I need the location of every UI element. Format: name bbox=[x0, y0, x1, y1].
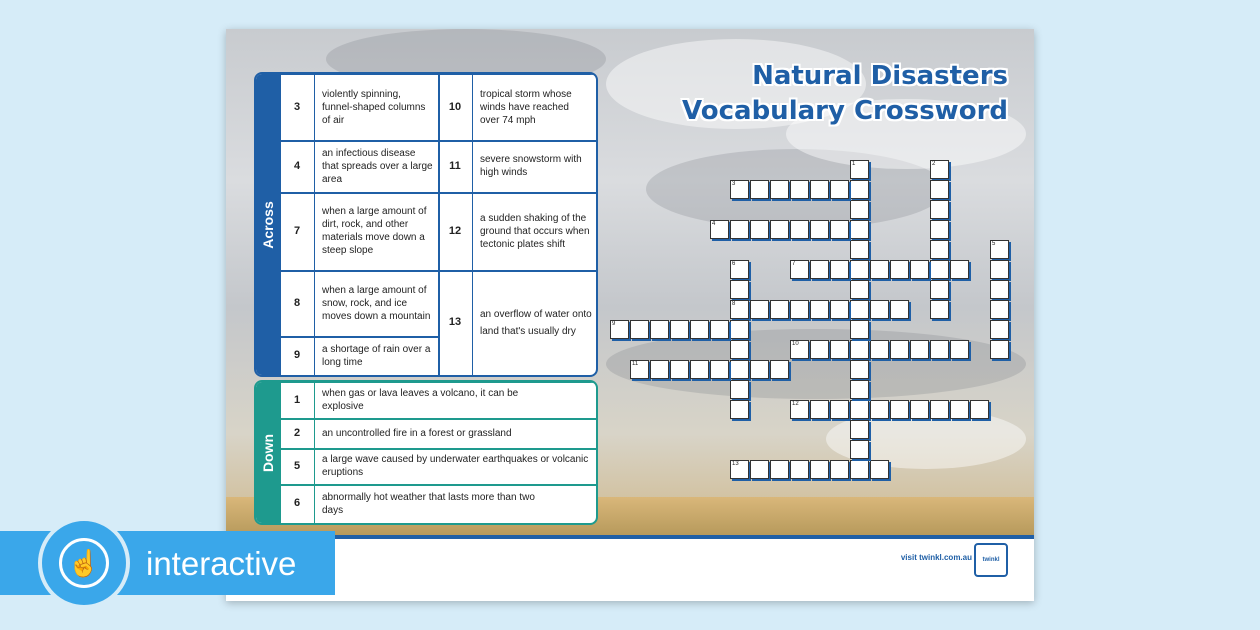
crossword-cell[interactable] bbox=[930, 340, 949, 359]
crossword-cell[interactable] bbox=[730, 180, 749, 199]
crossword-cell[interactable] bbox=[870, 340, 889, 359]
crossword-cell[interactable] bbox=[750, 300, 769, 319]
crossword-cell[interactable] bbox=[910, 260, 929, 279]
crossword-cell[interactable] bbox=[930, 200, 949, 219]
cell-number: 10 bbox=[792, 341, 799, 347]
cell-number: 2 bbox=[932, 161, 936, 167]
crossword-cell[interactable] bbox=[790, 300, 809, 319]
crossword-cell[interactable] bbox=[730, 400, 749, 419]
crossword-cell[interactable] bbox=[790, 180, 809, 199]
touch-icon: ☝ bbox=[59, 538, 109, 588]
down-label: Down bbox=[260, 433, 276, 472]
crossword-cell[interactable] bbox=[690, 360, 709, 379]
crossword-cell[interactable] bbox=[930, 260, 949, 279]
crossword-cell[interactable] bbox=[830, 460, 849, 479]
down-label-bar bbox=[256, 382, 280, 523]
crossword-cell[interactable] bbox=[990, 260, 1009, 279]
crossword-cell[interactable] bbox=[850, 340, 869, 359]
crossword-cell[interactable] bbox=[710, 360, 729, 379]
crossword-cell[interactable] bbox=[670, 320, 689, 339]
crossword-cell[interactable] bbox=[890, 300, 909, 319]
crossword-cell[interactable] bbox=[930, 400, 949, 419]
badge-text: twinkl bbox=[982, 557, 1000, 563]
crossword-cell[interactable] bbox=[810, 300, 829, 319]
cell-number: 1 bbox=[852, 161, 856, 167]
crossword-cell[interactable] bbox=[850, 260, 869, 279]
crossword-cell[interactable] bbox=[990, 340, 1009, 359]
crossword-cell[interactable] bbox=[630, 320, 649, 339]
crossword-cell[interactable] bbox=[850, 180, 869, 199]
crossword-cell[interactable] bbox=[970, 400, 989, 419]
across-clues-panel bbox=[254, 72, 598, 377]
crossword-cell[interactable] bbox=[990, 300, 1009, 319]
clue-text: severe snowstorm with high winds bbox=[480, 154, 582, 178]
crossword-cell[interactable] bbox=[730, 460, 749, 479]
crossword-cell[interactable] bbox=[770, 460, 789, 479]
crossword-cell[interactable] bbox=[950, 400, 969, 419]
crossword-cell[interactable] bbox=[870, 260, 889, 279]
crossword-cell[interactable] bbox=[890, 260, 909, 279]
crossword-cell[interactable] bbox=[810, 260, 829, 279]
cell-number: 5 bbox=[992, 241, 996, 247]
cell-number: 12 bbox=[792, 401, 799, 407]
cell-number: 13 bbox=[732, 461, 739, 467]
cell-number: 3 bbox=[732, 181, 736, 187]
crossword-cell[interactable] bbox=[790, 220, 809, 239]
crossword-cell[interactable] bbox=[730, 340, 749, 359]
clue-number: 7 bbox=[293, 224, 301, 237]
crossword-cell[interactable] bbox=[690, 320, 709, 339]
crossword-cell[interactable] bbox=[950, 260, 969, 279]
crossword-cell[interactable] bbox=[810, 400, 829, 419]
crossword-cell[interactable] bbox=[910, 400, 929, 419]
crossword-cell[interactable] bbox=[810, 220, 829, 239]
down-clues-panel bbox=[254, 380, 598, 525]
crossword-cell[interactable] bbox=[610, 320, 629, 339]
crossword-cell[interactable] bbox=[830, 340, 849, 359]
clue-text: violently spinning, funnel-shaped columns of air bbox=[322, 88, 426, 126]
crossword-cell[interactable] bbox=[850, 200, 869, 219]
crossword-cell[interactable] bbox=[850, 300, 869, 319]
clue-number: 9 bbox=[293, 349, 301, 361]
crossword-cell[interactable] bbox=[830, 220, 849, 239]
clue-number: 11 bbox=[449, 159, 461, 172]
crossword-cell[interactable] bbox=[810, 340, 829, 359]
clue-text: a sudden shaking of the ground that occurs when tectonic plates shift bbox=[480, 212, 590, 250]
clue-text: abnormally hot weather that lasts more than two days bbox=[322, 491, 535, 516]
crossword-cell[interactable] bbox=[730, 300, 749, 319]
crossword-cell[interactable] bbox=[790, 340, 809, 359]
title-line-2: Vocabulary Crossword bbox=[682, 96, 1008, 126]
clue-text: when gas or lava leaves a volcano, it can be explosive bbox=[322, 388, 519, 412]
crossword-cell[interactable] bbox=[710, 220, 729, 239]
crossword-cell[interactable] bbox=[930, 280, 949, 299]
crossword-cell[interactable] bbox=[850, 320, 869, 339]
crossword-cell[interactable] bbox=[990, 280, 1009, 299]
cell-number: 6 bbox=[732, 261, 736, 267]
crossword-cell[interactable] bbox=[850, 240, 869, 259]
twinkl-badge-icon bbox=[974, 543, 1008, 577]
cell-number: 11 bbox=[632, 361, 639, 367]
clue-text: a shortage of rain over a long time bbox=[322, 343, 431, 368]
crossword-cell[interactable] bbox=[810, 180, 829, 199]
crossword-cell[interactable] bbox=[710, 320, 729, 339]
crossword-cell[interactable] bbox=[670, 360, 689, 379]
clue-number: 2 bbox=[293, 426, 301, 439]
footer-rule bbox=[226, 535, 1034, 539]
clue-text: an uncontrolled fire in a forest or grassland bbox=[322, 427, 512, 439]
crossword-cell[interactable] bbox=[770, 300, 789, 319]
clue-text: when a large amount of snow, rock, and ice moves down a mountain bbox=[322, 284, 431, 322]
clue-text: when a large amount of dirt, rock, and other materials move down a steep slope bbox=[322, 206, 427, 256]
crossword-cell[interactable] bbox=[650, 360, 669, 379]
crossword-cell[interactable] bbox=[750, 360, 769, 379]
worksheet bbox=[226, 29, 1034, 601]
cell-number: 8 bbox=[732, 301, 736, 307]
crossword-cell[interactable] bbox=[930, 220, 949, 239]
crossword-cell[interactable] bbox=[850, 420, 869, 439]
clue-number: 10 bbox=[448, 100, 462, 113]
clue-number: 13 bbox=[448, 316, 462, 328]
crossword-cell[interactable] bbox=[830, 260, 849, 279]
crossword-cell[interactable] bbox=[770, 360, 789, 379]
clue-text: a large wave caused by underwater earthquakes or volcanic eruptions bbox=[322, 454, 589, 478]
crossword-cell[interactable] bbox=[730, 280, 749, 299]
clue-text: an overflow of water onto land that's usually dry bbox=[480, 308, 592, 337]
page-title bbox=[682, 59, 1008, 129]
cell-number: 4 bbox=[712, 221, 716, 227]
crossword-cell[interactable] bbox=[650, 320, 669, 339]
across-label-bar bbox=[256, 74, 280, 375]
crossword-cell[interactable] bbox=[950, 340, 969, 359]
crossword-cell[interactable] bbox=[830, 180, 849, 199]
crossword-cell[interactable] bbox=[930, 180, 949, 199]
crossword-cell[interactable] bbox=[930, 240, 949, 259]
footer-url[interactable]: visit twinkl.com.au bbox=[900, 553, 972, 562]
crossword-cell[interactable] bbox=[730, 380, 749, 399]
crossword-cell[interactable] bbox=[990, 240, 1009, 259]
crossword-cell[interactable] bbox=[810, 460, 829, 479]
interactive-label[interactable]: interactive bbox=[146, 545, 297, 582]
crossword-cell[interactable] bbox=[850, 220, 869, 239]
clue-number: 3 bbox=[293, 100, 301, 113]
crossword-cell[interactable] bbox=[630, 360, 649, 379]
crossword-cell[interactable] bbox=[870, 400, 889, 419]
crossword-cell[interactable] bbox=[770, 180, 789, 199]
crossword-cell[interactable] bbox=[750, 220, 769, 239]
crossword-cell[interactable] bbox=[850, 460, 869, 479]
clue-number: 8 bbox=[293, 296, 301, 309]
crossword-cell[interactable] bbox=[870, 300, 889, 319]
crossword-cell[interactable] bbox=[850, 440, 869, 459]
crossword-cell[interactable] bbox=[790, 460, 809, 479]
crossword-cell[interactable] bbox=[910, 340, 929, 359]
crossword-cell[interactable] bbox=[890, 400, 909, 419]
crossword-cell[interactable] bbox=[850, 380, 869, 399]
crossword-cell[interactable] bbox=[730, 360, 749, 379]
crossword-cell[interactable] bbox=[730, 220, 749, 239]
crossword-cell[interactable] bbox=[850, 160, 869, 179]
crossword-cell[interactable] bbox=[750, 460, 769, 479]
crossword-cell[interactable] bbox=[830, 300, 849, 319]
crossword-cell[interactable] bbox=[750, 180, 769, 199]
clue-number: 6 bbox=[293, 497, 301, 509]
title-line-1: Natural Disasters bbox=[752, 61, 1008, 91]
clue-number: 1 bbox=[293, 393, 301, 406]
crossword-cell[interactable] bbox=[930, 160, 949, 179]
crossword-cell[interactable] bbox=[990, 320, 1009, 339]
interactive-badge[interactable] bbox=[38, 517, 130, 609]
crossword-cell[interactable] bbox=[850, 280, 869, 299]
crossword-cell[interactable] bbox=[930, 300, 949, 319]
cell-number: 7 bbox=[792, 261, 796, 267]
cell-number: 9 bbox=[612, 321, 616, 327]
crossword-cell[interactable] bbox=[870, 460, 889, 479]
across-label: Across bbox=[260, 200, 276, 249]
crossword-cell[interactable] bbox=[730, 260, 749, 279]
crossword-cell[interactable] bbox=[790, 400, 809, 419]
clue-number: 5 bbox=[293, 459, 301, 472]
crossword-cell[interactable] bbox=[730, 320, 749, 339]
crossword-cell[interactable] bbox=[890, 340, 909, 359]
crossword-cell[interactable] bbox=[850, 360, 869, 379]
clue-text: an infectious disease that spreads over a large area bbox=[322, 147, 433, 185]
clue-text: tropical storm whose winds have reached over 74 mph bbox=[480, 88, 572, 126]
crossword-cell[interactable] bbox=[850, 400, 869, 419]
crossword-cell[interactable] bbox=[790, 260, 809, 279]
crossword-cell[interactable] bbox=[770, 220, 789, 239]
crossword-cell[interactable] bbox=[830, 400, 849, 419]
clue-number: 12 bbox=[448, 224, 462, 237]
clue-number: 4 bbox=[293, 159, 301, 172]
